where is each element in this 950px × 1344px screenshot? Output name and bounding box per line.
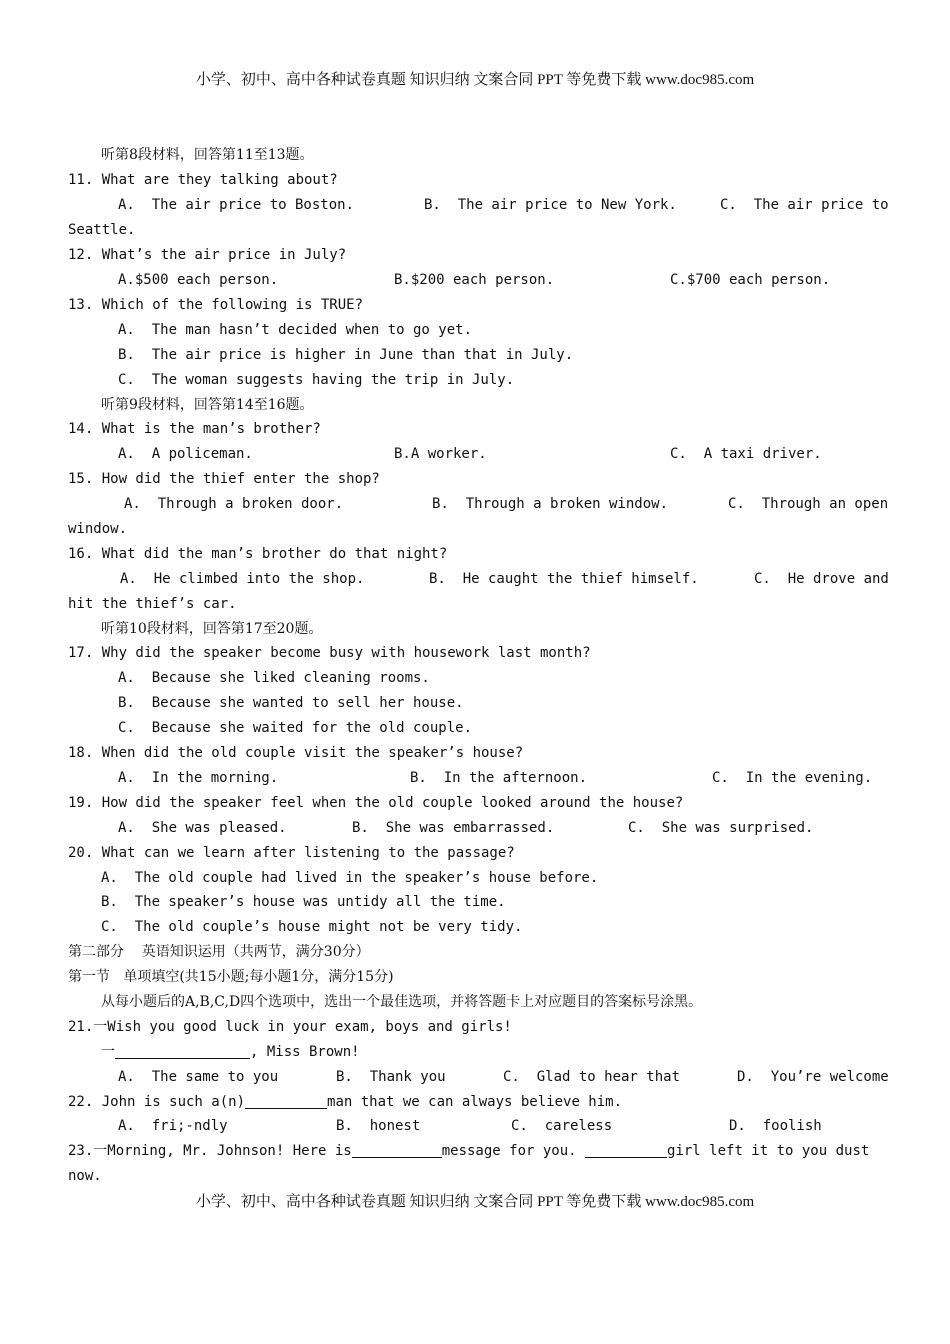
section-9-heading: 听第9段材料，回答第14至16题。 [101, 397, 314, 413]
question-stem [0, 168, 950, 193]
q11-option-a: A. The air price to Boston. [118, 197, 355, 213]
q13-option-c: C. The woman suggests having the trip in July. [118, 372, 515, 388]
q12-option-c: C.$700 each person. [670, 272, 831, 288]
question-option [0, 343, 950, 368]
q16-option-a: A. He climbed into the shop. [120, 571, 365, 587]
option-continuation [0, 517, 950, 542]
question-options [0, 492, 950, 517]
section-heading [0, 965, 950, 990]
q22-option-d: D. foolish [729, 1118, 822, 1134]
q22-option-c: C. careless [511, 1118, 613, 1134]
section-heading [0, 393, 950, 418]
q14-option-c: C. A taxi driver. [670, 446, 822, 462]
q11-option-b: B. The air price to New York. [424, 197, 677, 213]
q11-stem: 11. What are they talking about? [68, 172, 338, 188]
question-option [0, 866, 950, 891]
instructions [0, 990, 950, 1015]
q23-stem-cont: now. [68, 1168, 102, 1184]
option-continuation [0, 592, 950, 617]
q23-stem-prefix: 23.一Morning, Mr. Johnson! Here is [68, 1143, 352, 1159]
q12-option-b: B.$200 each person. [394, 272, 555, 288]
q15-stem: 15. How did the thief enter the shop? [68, 471, 380, 487]
q15-option-c: C. Through an open [728, 496, 889, 512]
answer-blank [115, 1042, 250, 1059]
q11-option-c: C. The air price to [720, 197, 889, 213]
q22-option-b: B. honest [336, 1118, 421, 1134]
answer-blank [352, 1141, 442, 1158]
q16-stem: 16. What did the man’s brother do that night? [68, 546, 448, 562]
q16-option-c: C. He drove and [754, 571, 889, 587]
q21-option-b: B. Thank you [336, 1069, 446, 1085]
q21-reply [101, 1040, 360, 1065]
q17-option-b: B. Because she wanted to sell her house. [118, 695, 464, 711]
question-option [0, 368, 950, 393]
q15-option-c-cont: window. [68, 521, 128, 537]
part-2-section-1-heading: 第一节 单项填空(共15小题;每小题1分，满分15分) [68, 969, 394, 985]
question-stem [0, 791, 950, 816]
question-option [0, 716, 950, 741]
question-stem [0, 293, 950, 318]
q14-option-a: A. A policeman. [118, 446, 253, 462]
q19-option-b: B. She was embarrassed. [352, 820, 555, 836]
q17-option-c: C. Because she waited for the old couple. [118, 720, 473, 736]
q21-stem: 21.一Wish you good luck in your exam, boys and girls! [68, 1019, 512, 1035]
question-stem [0, 1139, 950, 1164]
q14-stem: 14. What is the man’s brother? [68, 421, 321, 437]
q20-option-a: A. The old couple had lived in the speaker’s house before. [101, 870, 599, 886]
question-reply [0, 1040, 950, 1065]
q23-stem-mid: message for you. [441, 1143, 577, 1159]
question-option [0, 691, 950, 716]
section-heading [0, 143, 950, 168]
question-option [0, 666, 950, 691]
q22-option-a: A. fri;-ndly [118, 1118, 228, 1134]
question-stem [0, 467, 950, 492]
part-2-instructions: 从每小题后的A,B,C,D四个选项中，选出一个最佳选项，并将答题卡上对应题目的答案标号涂黑。 [101, 994, 703, 1010]
q21-option-a: A. The same to you [118, 1069, 279, 1085]
question-options [0, 567, 950, 592]
q18-option-c: C. In the evening. [712, 770, 873, 786]
q15-option-a: A. Through a broken door. [124, 496, 344, 512]
q12-stem: 12. What’s the air price in July? [68, 247, 347, 263]
question-option [0, 915, 950, 940]
q13-option-b: B. The air price is higher in June than that in July. [118, 347, 574, 363]
answer-blank [585, 1141, 667, 1158]
stem-continuation [0, 1164, 950, 1189]
section-heading [0, 617, 950, 642]
q12-option-a: A.$500 each person. [118, 272, 279, 288]
q17-option-a: A. Because she liked cleaning rooms. [118, 670, 430, 686]
q13-option-a: A. The man hasn’t decided when to go yet. [118, 322, 473, 338]
part-2-heading: 第二部分 英语知识运用（共两节，满分30分） [68, 944, 370, 960]
q23-stem [68, 1139, 869, 1164]
answer-blank [245, 1092, 327, 1109]
q20-option-c: C. The old couple’s house might not be very tidy. [101, 919, 523, 935]
q18-option-a: A. In the morning. [118, 770, 279, 786]
question-stem [0, 542, 950, 567]
option-continuation [0, 218, 950, 243]
q18-option-b: B. In the afternoon. [410, 770, 588, 786]
q21-option-c: C. Glad to hear that [503, 1069, 681, 1085]
q15-option-b: B. Through a broken window. [432, 496, 669, 512]
question-stem [0, 243, 950, 268]
part-heading [0, 940, 950, 965]
q21-option-d: D. You’re welcome [737, 1069, 889, 1085]
q21-reply-suffix: , Miss Brown! [250, 1044, 360, 1060]
q14-option-b: B.A worker. [394, 446, 487, 462]
question-options [0, 766, 950, 791]
q16-option-c-cont: hit the thief’s car. [68, 596, 237, 612]
question-stem [0, 741, 950, 766]
q20-stem: 20. What can we learn after listening to the passage? [68, 845, 515, 861]
q19-stem: 19. How did the speaker feel when the old couple looked around the house? [68, 795, 684, 811]
q22-stem-suffix: man that we can always believe him. [327, 1094, 623, 1110]
q20-option-b: B. The speaker’s house was untidy all the time. [101, 894, 506, 910]
page-footer: 小学、初中、高中各种试卷真题 知识归纳 文案合同 PPT 等免费下载 www.doc985.com [195, 1194, 755, 1210]
section-8-heading: 听第8段材料，回答第11至13题。 [101, 147, 314, 163]
q19-option-c: C. She was surprised. [628, 820, 814, 836]
q22-stem-prefix: 22. John is such a(n) [68, 1094, 246, 1110]
question-option [0, 318, 950, 343]
q17-stem: 17. Why did the speaker become busy with housework last month? [68, 645, 591, 661]
question-options [0, 1114, 950, 1139]
q11-option-c-cont: Seattle. [68, 222, 136, 238]
section-10-heading: 听第10段材料，回答第17至20题。 [101, 621, 323, 637]
q22-stem [68, 1090, 622, 1115]
question-stem [0, 641, 950, 666]
question-option [0, 890, 950, 915]
question-stem [0, 417, 950, 442]
q13-stem: 13. Which of the following is TRUE? [68, 297, 364, 313]
question-options [0, 1065, 950, 1090]
q21-reply-prefix: 一 [101, 1044, 115, 1060]
q18-stem: 18. When did the old couple visit the speaker’s house? [68, 745, 524, 761]
question-stem [0, 841, 950, 866]
question-options [0, 193, 950, 218]
question-options [0, 816, 950, 841]
q23-stem-suffix: girl left it to you dust [667, 1143, 870, 1159]
question-options [0, 268, 950, 293]
q16-option-b: B. He caught the thief himself. [429, 571, 699, 587]
question-stem [0, 1015, 950, 1040]
q19-option-a: A. She was pleased. [118, 820, 287, 836]
question-stem [0, 1090, 950, 1115]
question-options [0, 442, 950, 467]
page-header: 小学、初中、高中各种试卷真题 知识归纳 文案合同 PPT 等免费下载 www.doc985.com [195, 72, 755, 88]
